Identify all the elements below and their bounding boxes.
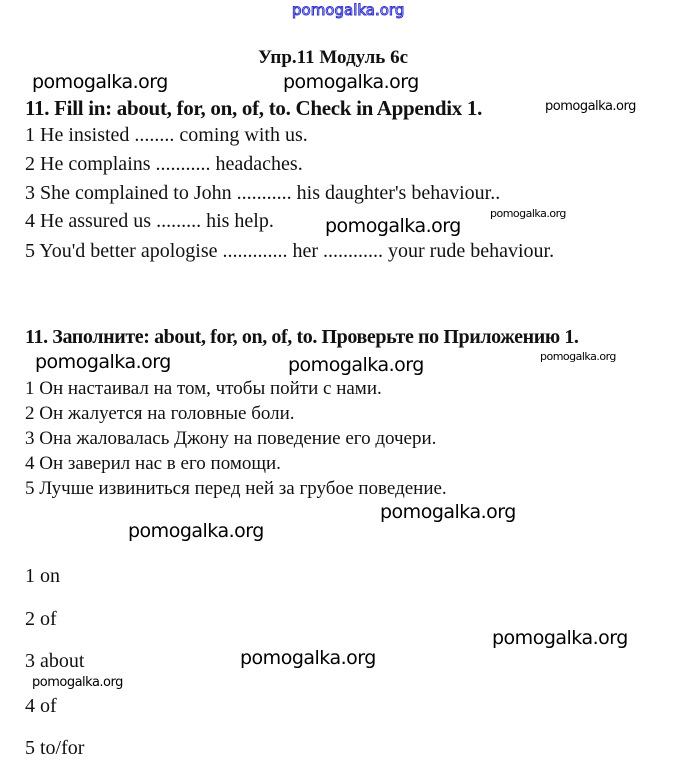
watermark: pomogalka.org [35,351,171,373]
watermark: pomogalka.org [32,675,123,690]
watermark: pomogalka.org [32,71,168,93]
watermark: pomogalka.org [490,207,566,220]
watermark: pomogalka.org [128,520,264,542]
answer: 5 to/for [25,737,85,759]
exercise-line: 2 He complains ........... headaches. [25,153,303,175]
exercise-line: 1 He insisted ........ coming with us. [25,124,308,146]
translation-line: 2 Он жалуется на головные боли. [25,403,295,424]
watermark: pomogalka.org [283,71,419,93]
watermark: pomogalka.org [540,350,616,363]
exercise-line: 4 He assured us ......... his help. [25,210,274,232]
exercise-line: 3 She complained to John ........... his daughter's behaviour.. [25,182,501,204]
exercise-heading-en: 11. Fill in: about, for, on, of, to. Check in Appendix 1. [25,96,483,120]
watermark-top: pomogalka.org [292,1,405,19]
watermark: pomogalka.org [325,215,461,237]
watermark: pomogalka.org [380,501,516,523]
watermark: pomogalka.org [288,354,424,376]
answer: 3 about [25,650,85,672]
answer: 1 on [25,565,60,587]
translation-line: 4 Он заверил нас в его помощи. [25,453,281,474]
translation-line: 1 Он настаивал на том, чтобы пойти с нами. [25,378,382,399]
answer: 2 of [25,608,57,630]
watermark: pomogalka.org [240,647,376,669]
page-title: Упр.11 Модуль 6с [258,47,409,68]
answer: 4 of [25,695,57,717]
exercise-heading-ru: 11. Заполните: about, for, on, of, to. Проверьте по Приложению 1. [25,326,579,348]
watermark: pomogalka.org [545,99,636,114]
translation-line: 5 Лучше извиниться перед ней за грубое поведение. [25,478,447,499]
translation-line: 3 Она жаловалась Джону на поведение его дочери. [25,428,437,449]
exercise-line: 5 You'd better apologise ............. her ............ your rude behaviour. [25,240,555,262]
watermark: pomogalka.org [492,627,628,649]
